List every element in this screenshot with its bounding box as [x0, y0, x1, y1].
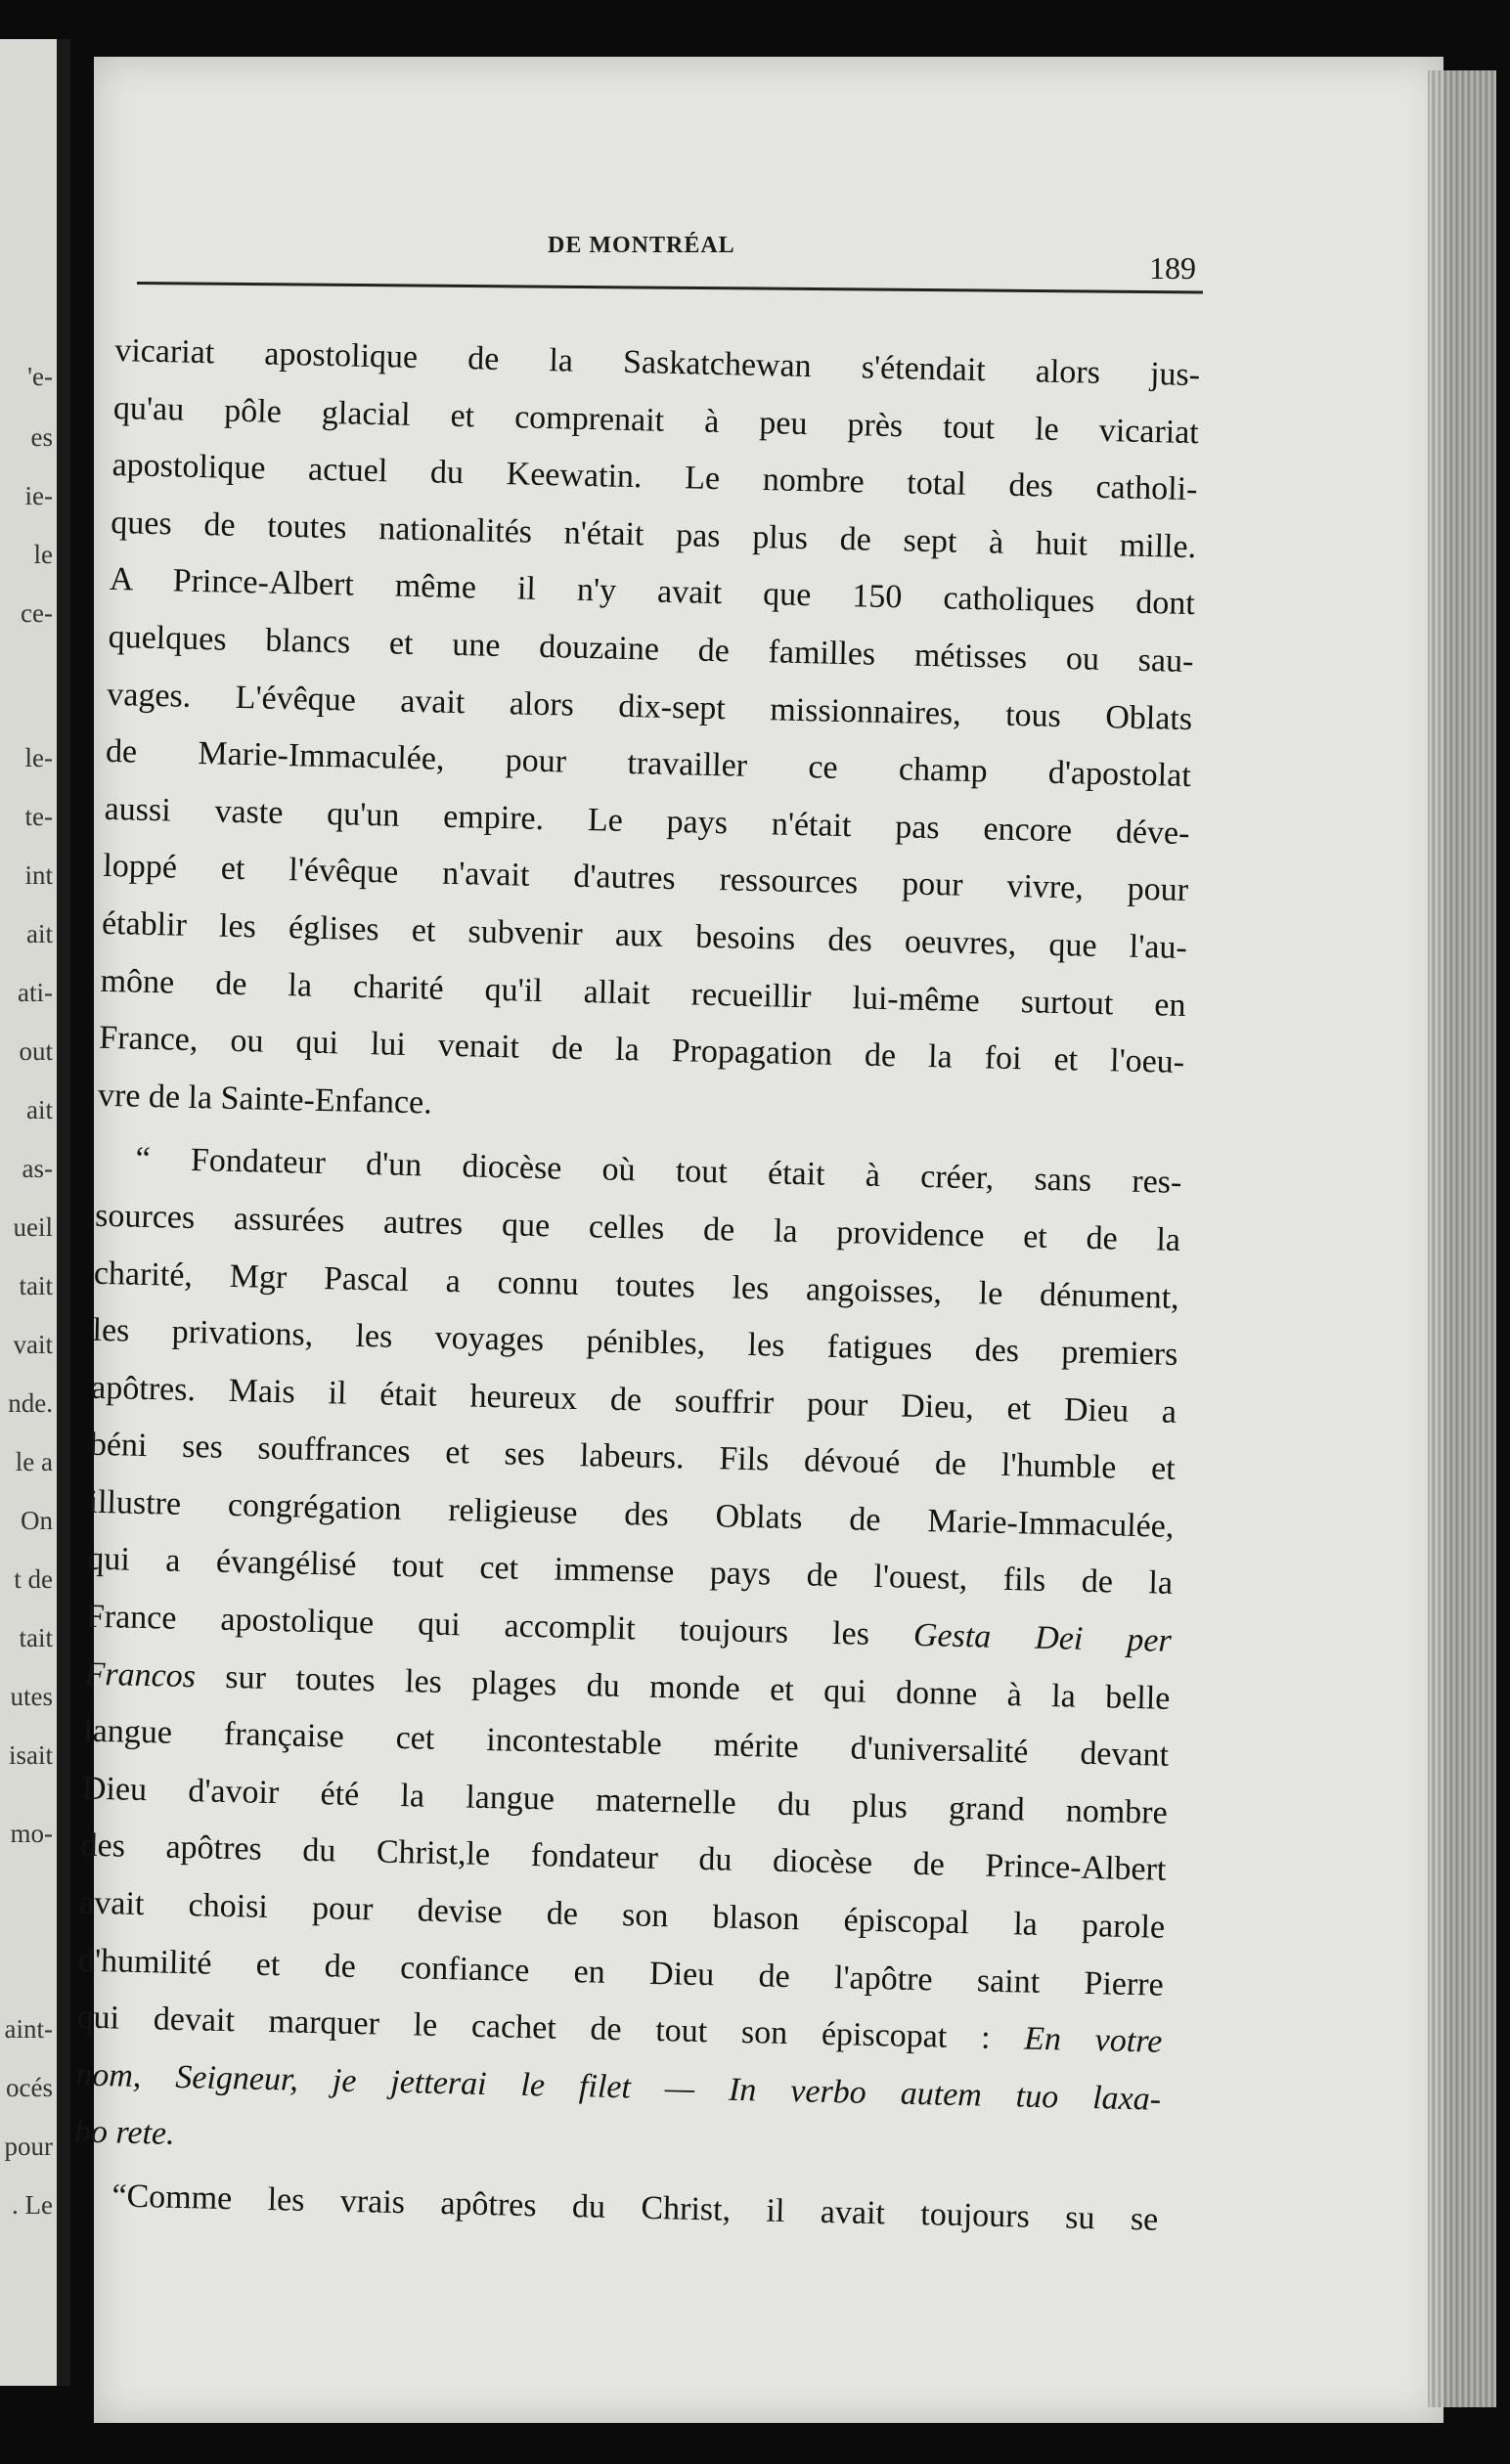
text-line: vicariat apostolique de la Saskatchewan s'étendait alors jus- — [113, 331, 1201, 394]
text-line: charité, Mgr Pascal a connu toutes les angoisses, le dénument, — [93, 1254, 1180, 1316]
text-line: sources assurées autres que celles de la providence et de la — [94, 1197, 1181, 1258]
text-line: A Prince-Albert même il n'y avait que 150 catholiques dont — [109, 561, 1196, 623]
motto-line: bo rete. — [73, 2113, 176, 2153]
text-line: vages. L'évêque avait alors dix-sept missionnaires, tous Oblats — [106, 676, 1193, 737]
facing-fragment: tait — [19, 1271, 53, 1300]
text-line: aussi vaste qu'un empire. Le pays n'était pas encore déve- — [104, 790, 1190, 852]
facing-fragment: le- — [24, 743, 53, 772]
facing-fragment: . Le — [12, 2190, 53, 2220]
text-line: apostolique actuel du Keewatin. Le nombre total des catholi- — [111, 447, 1198, 508]
facing-fragment: océs — [6, 2073, 53, 2102]
facing-fragment: ce- — [21, 598, 53, 628]
text-line: France, ou qui lui venait de la Propagation de la foi et l'oeu- — [98, 1019, 1185, 1081]
italic-phrase: Gesta Dei per — [912, 1616, 1173, 1659]
facing-fragment: isait — [9, 1740, 53, 1770]
facing-fragment: pour — [4, 2132, 53, 2161]
paragraph — [97, 323, 1200, 1149]
text-line: établir les églises et subvenir aux besoins des oeuvres, que l'au- — [101, 904, 1188, 966]
text-line: Francos sur toutes les plages du monde et qui donne à la belle — [84, 1655, 1171, 1717]
text-line: d'humilité et de confiance en Dieu de l'apôtre saint Pierre — [77, 1942, 1165, 2003]
text-line: avait choisi pour devise de son blason épiscopal la parole — [78, 1884, 1166, 1946]
text-line: vre de la Sainte-Enfance. — [97, 1077, 433, 1122]
facing-page-edge — [0, 39, 70, 2386]
facing-fragment: tait — [19, 1623, 53, 1652]
facing-fragment: utes — [10, 1682, 53, 1711]
facing-fragment: int — [24, 860, 53, 890]
facing-fragment: as- — [22, 1154, 53, 1183]
page-number: 189 — [1149, 250, 1196, 286]
body-text — [72, 323, 1201, 2249]
facing-fragment: ie- — [24, 481, 53, 510]
text-line: quelques blancs et une douzaine de familles métisses ou sau- — [108, 618, 1194, 681]
text-line: qui a évangélisé tout cet immense pays de l'ouest, fils de la — [86, 1541, 1174, 1603]
book-gutter — [57, 39, 70, 2386]
facing-fragment: On — [21, 1506, 53, 1535]
text-line: illustre congrégation religieuse des Oblats de Marie-Immaculée, — [88, 1483, 1175, 1545]
facing-fragment: ait — [26, 919, 53, 948]
text-line: les privations, les voyages pénibles, les fatigues des premiers — [92, 1311, 1178, 1374]
facing-fragment: vait — [13, 1330, 53, 1359]
text-line: Dieu d'avoir été la langue maternelle du plus grand nombre — [81, 1770, 1169, 1831]
text-line: France apostolique qui accomplit toujours les Gesta Dei per — [85, 1598, 1173, 1659]
running-title: DE MONTRÉAL — [548, 233, 735, 258]
text-line: ques de toutes nationalités n'était pas plus de sept à huit mille. — [110, 504, 1197, 565]
facing-fragment: es — [30, 422, 53, 452]
facing-fragment: 'e- — [27, 362, 53, 391]
paragraph — [77, 1703, 1169, 2014]
text-line: qu'au pôle glacial et comprenait à peu près tout le vicariat — [112, 389, 1200, 451]
text-line: qui devait marquer le cachet de tout son épiscopat : En votre — [76, 1999, 1163, 2060]
text-line: mône de la charité qu'il allait recueillir lui-même surtout en — [100, 962, 1186, 1024]
facing-fragment: ati- — [18, 978, 53, 1007]
text-line: de Marie-Immaculée, pour travailler ce champ d'apostolat — [105, 733, 1192, 795]
text-line: “ Fondateur d'un diocèse où tout était à créer, sans res- — [135, 1141, 1182, 1202]
facing-fragment: te- — [24, 802, 53, 831]
page-block-edges — [1428, 70, 1496, 2407]
text-line: des apôtres du Christ,le fondateur du diocèse de Prince-Albert — [80, 1827, 1167, 1889]
facing-fragment: ueil — [13, 1212, 53, 1242]
facing-fragment: le a — [15, 1447, 53, 1476]
facing-fragment: le — [33, 540, 53, 569]
facing-fragment: ait — [26, 1095, 53, 1124]
text-line: langue française cet incontestable mérite d'universalité devant — [82, 1712, 1170, 1775]
paragraph — [85, 1130, 1182, 1670]
facing-fragment: aint- — [4, 2014, 53, 2044]
text-line: “Comme les vrais apôtres du Christ, il avait toujours su se — [111, 2178, 1159, 2238]
facing-fragment: out — [19, 1036, 53, 1066]
facing-fragment: t de — [14, 1564, 53, 1594]
motto-line: nom, Seigneur, je jetterai le filet — In verbo autem tuo laxa- — [74, 2056, 1162, 2118]
text-line: apôtres. Mais il était heureux de souffrir pour Dieu, et Dieu a — [90, 1369, 1177, 1430]
text-line: loppé et l'évêque n'avait d'autres ressources pour vivre, pour — [102, 848, 1189, 909]
text-line: béni ses souffrances et ses labeurs. Fils dévoué de l'humble et — [89, 1426, 1177, 1488]
facing-fragment: mo- — [10, 1819, 53, 1848]
facing-fragment: nde. — [8, 1388, 53, 1418]
motto: En votre — [1023, 2020, 1163, 2060]
italic-phrase: Francos — [84, 1655, 197, 1694]
